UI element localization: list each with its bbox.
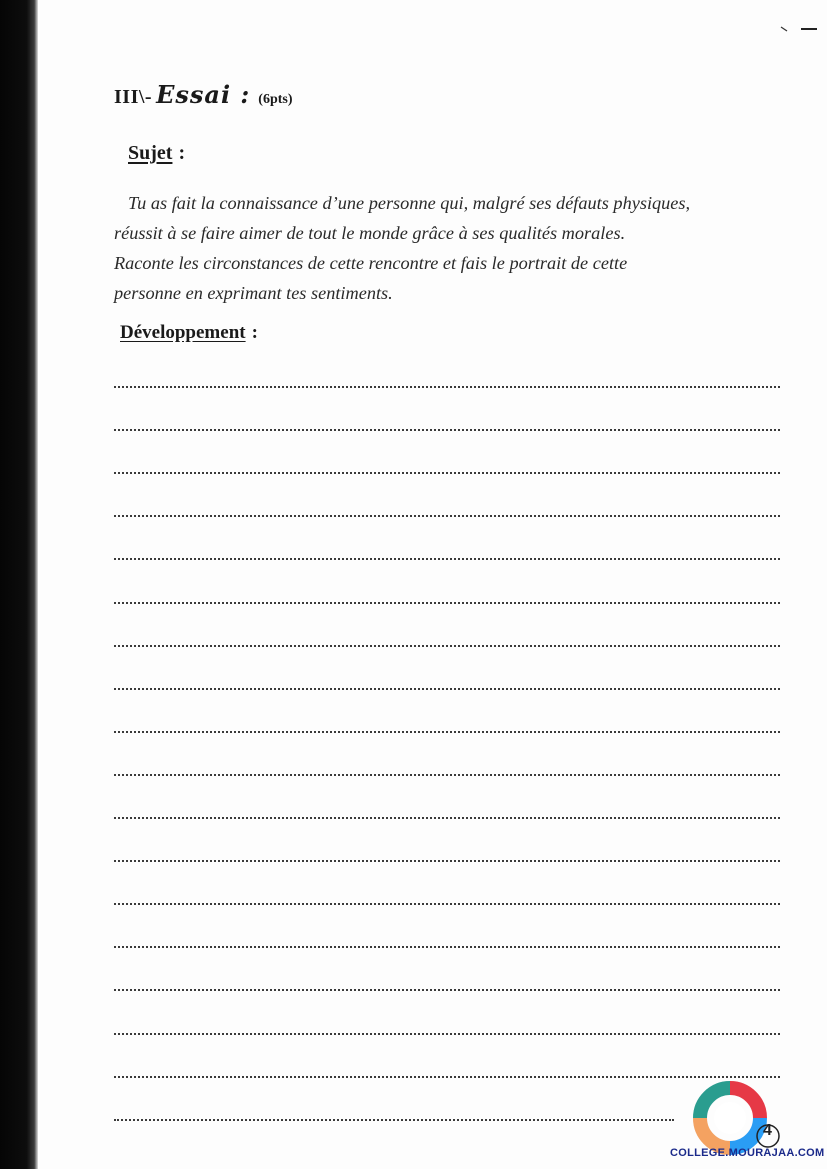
prompt-line: Tu as fait la connaissance d’une personne qui, malgré ses défauts physiques, — [128, 193, 691, 213]
answer-line — [114, 386, 780, 388]
answer-line — [114, 1076, 780, 1078]
answer-line — [114, 1033, 780, 1035]
answer-line — [114, 645, 780, 647]
page-number: 4 — [763, 1122, 772, 1139]
answer-line — [114, 946, 780, 948]
site-url: COLLEGE.MOURAJAA.COM — [670, 1147, 825, 1159]
prompt-line: personne en exprimant tes sentiments. — [114, 283, 393, 303]
essay-prompt — [114, 188, 814, 308]
answer-line — [114, 515, 780, 517]
prompt-line: réussit à se faire aimer de tout le monde grâce à ses qualités morales. — [114, 223, 626, 243]
development-label-text: Développement — [120, 322, 246, 343]
answer-line — [114, 472, 780, 474]
answer-line — [114, 817, 780, 819]
answer-line — [114, 602, 780, 604]
section-heading — [114, 80, 293, 109]
subject-colon: : — [178, 142, 186, 164]
points-label: (6pts) — [258, 92, 293, 107]
answer-line — [114, 688, 780, 690]
scan-dark-edge — [0, 0, 38, 1169]
subject-label-text: Sujet — [128, 142, 173, 164]
answer-line — [114, 1119, 674, 1121]
prompt-line: Raconte les circonstances de cette rencontre et fais le portrait de cette — [114, 253, 628, 273]
answer-line — [114, 558, 780, 560]
subject-label — [128, 142, 185, 165]
answer-line — [114, 860, 780, 862]
answer-line — [114, 989, 780, 991]
answer-line — [114, 731, 780, 733]
answer-line — [114, 774, 780, 776]
scan-mark — [779, 24, 819, 34]
development-label — [120, 322, 258, 344]
section-number: III\- — [114, 86, 153, 108]
answer-line — [114, 903, 780, 905]
answer-line — [114, 429, 780, 431]
development-colon: : — [251, 322, 258, 343]
section-title: Essai : — [156, 80, 251, 109]
